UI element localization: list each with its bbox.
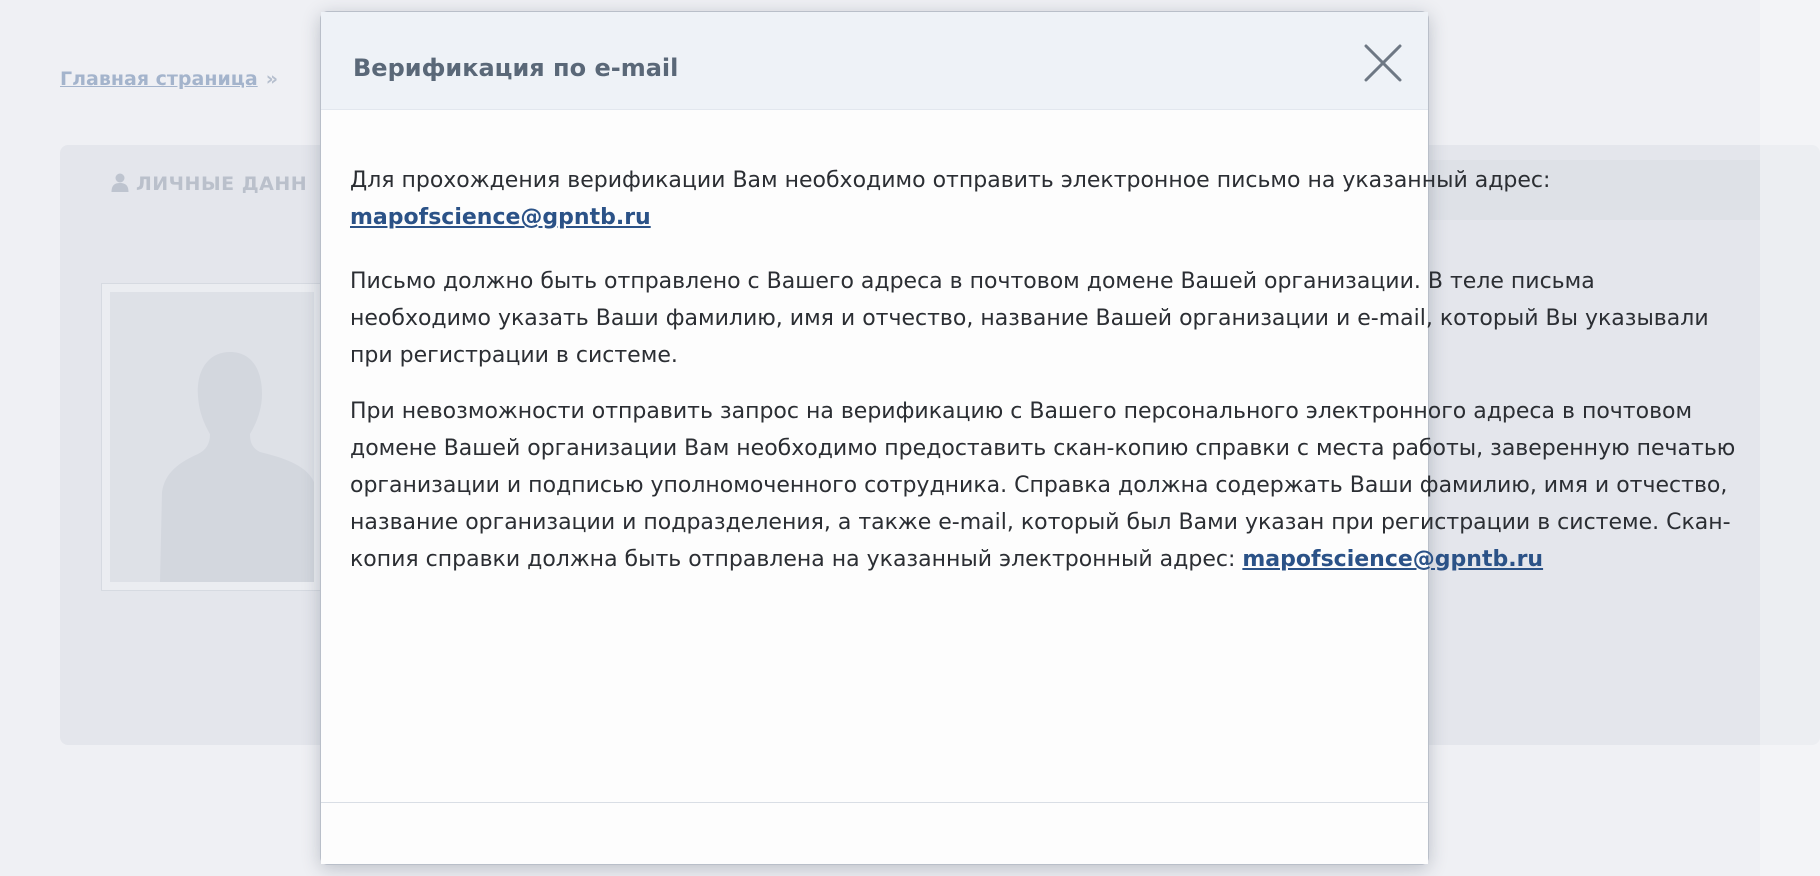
- breadcrumb-home-link[interactable]: Главная страница: [60, 68, 258, 90]
- breadcrumb-separator: »: [265, 68, 278, 90]
- email-link[interactable]: mapofscience@gpntb.ru: [1242, 547, 1544, 572]
- modal-body: [350, 162, 1740, 597]
- modal-title: Верификация по e-mail: [353, 54, 679, 82]
- paragraph-3-text: При невозможности отправить запрос на верификацию с Вашего персонального электронного адреса в почтовом домене Вашей организации Вам необходимо предоставить скан-копию справки с места работы, заверенную печатью организации и подписью уполномоченного сотрудника. Справка должна содержать Ваши фамилию, имя и отчество, название организации и подразделения, а также e-mail, который был Вами указан при регистрации в системе. Скан-копия справки должна быть отправлена на указанный электронный адрес:: [350, 399, 1736, 572]
- personal-data-label: ЛИЧНЫЕ ДАНН: [136, 173, 308, 195]
- email-link[interactable]: mapofscience@gpntb.ru: [350, 205, 651, 230]
- modal-paragraph-1: [350, 162, 1740, 236]
- close-button[interactable]: [1362, 42, 1404, 84]
- paragraph-1-text: Для прохождения верификации Вам необходимо отправить электронное письмо на указанный адрес:: [350, 168, 1551, 193]
- verification-modal: [320, 11, 1736, 865]
- modal-header: [321, 12, 1428, 110]
- modal-paragraph-3: [350, 393, 1740, 578]
- modal-footer: [321, 802, 1428, 864]
- modal-paragraph-2: Письмо должно быть отправлено с Вашего адреса в почтовом домене Вашей организации. В теле письма необходимо указать Ваши фамилию, имя и отчество, название Вашей организации и e-mail, который Вы указывали при регистрации в системе.: [350, 269, 1709, 368]
- close-icon: [1362, 42, 1404, 84]
